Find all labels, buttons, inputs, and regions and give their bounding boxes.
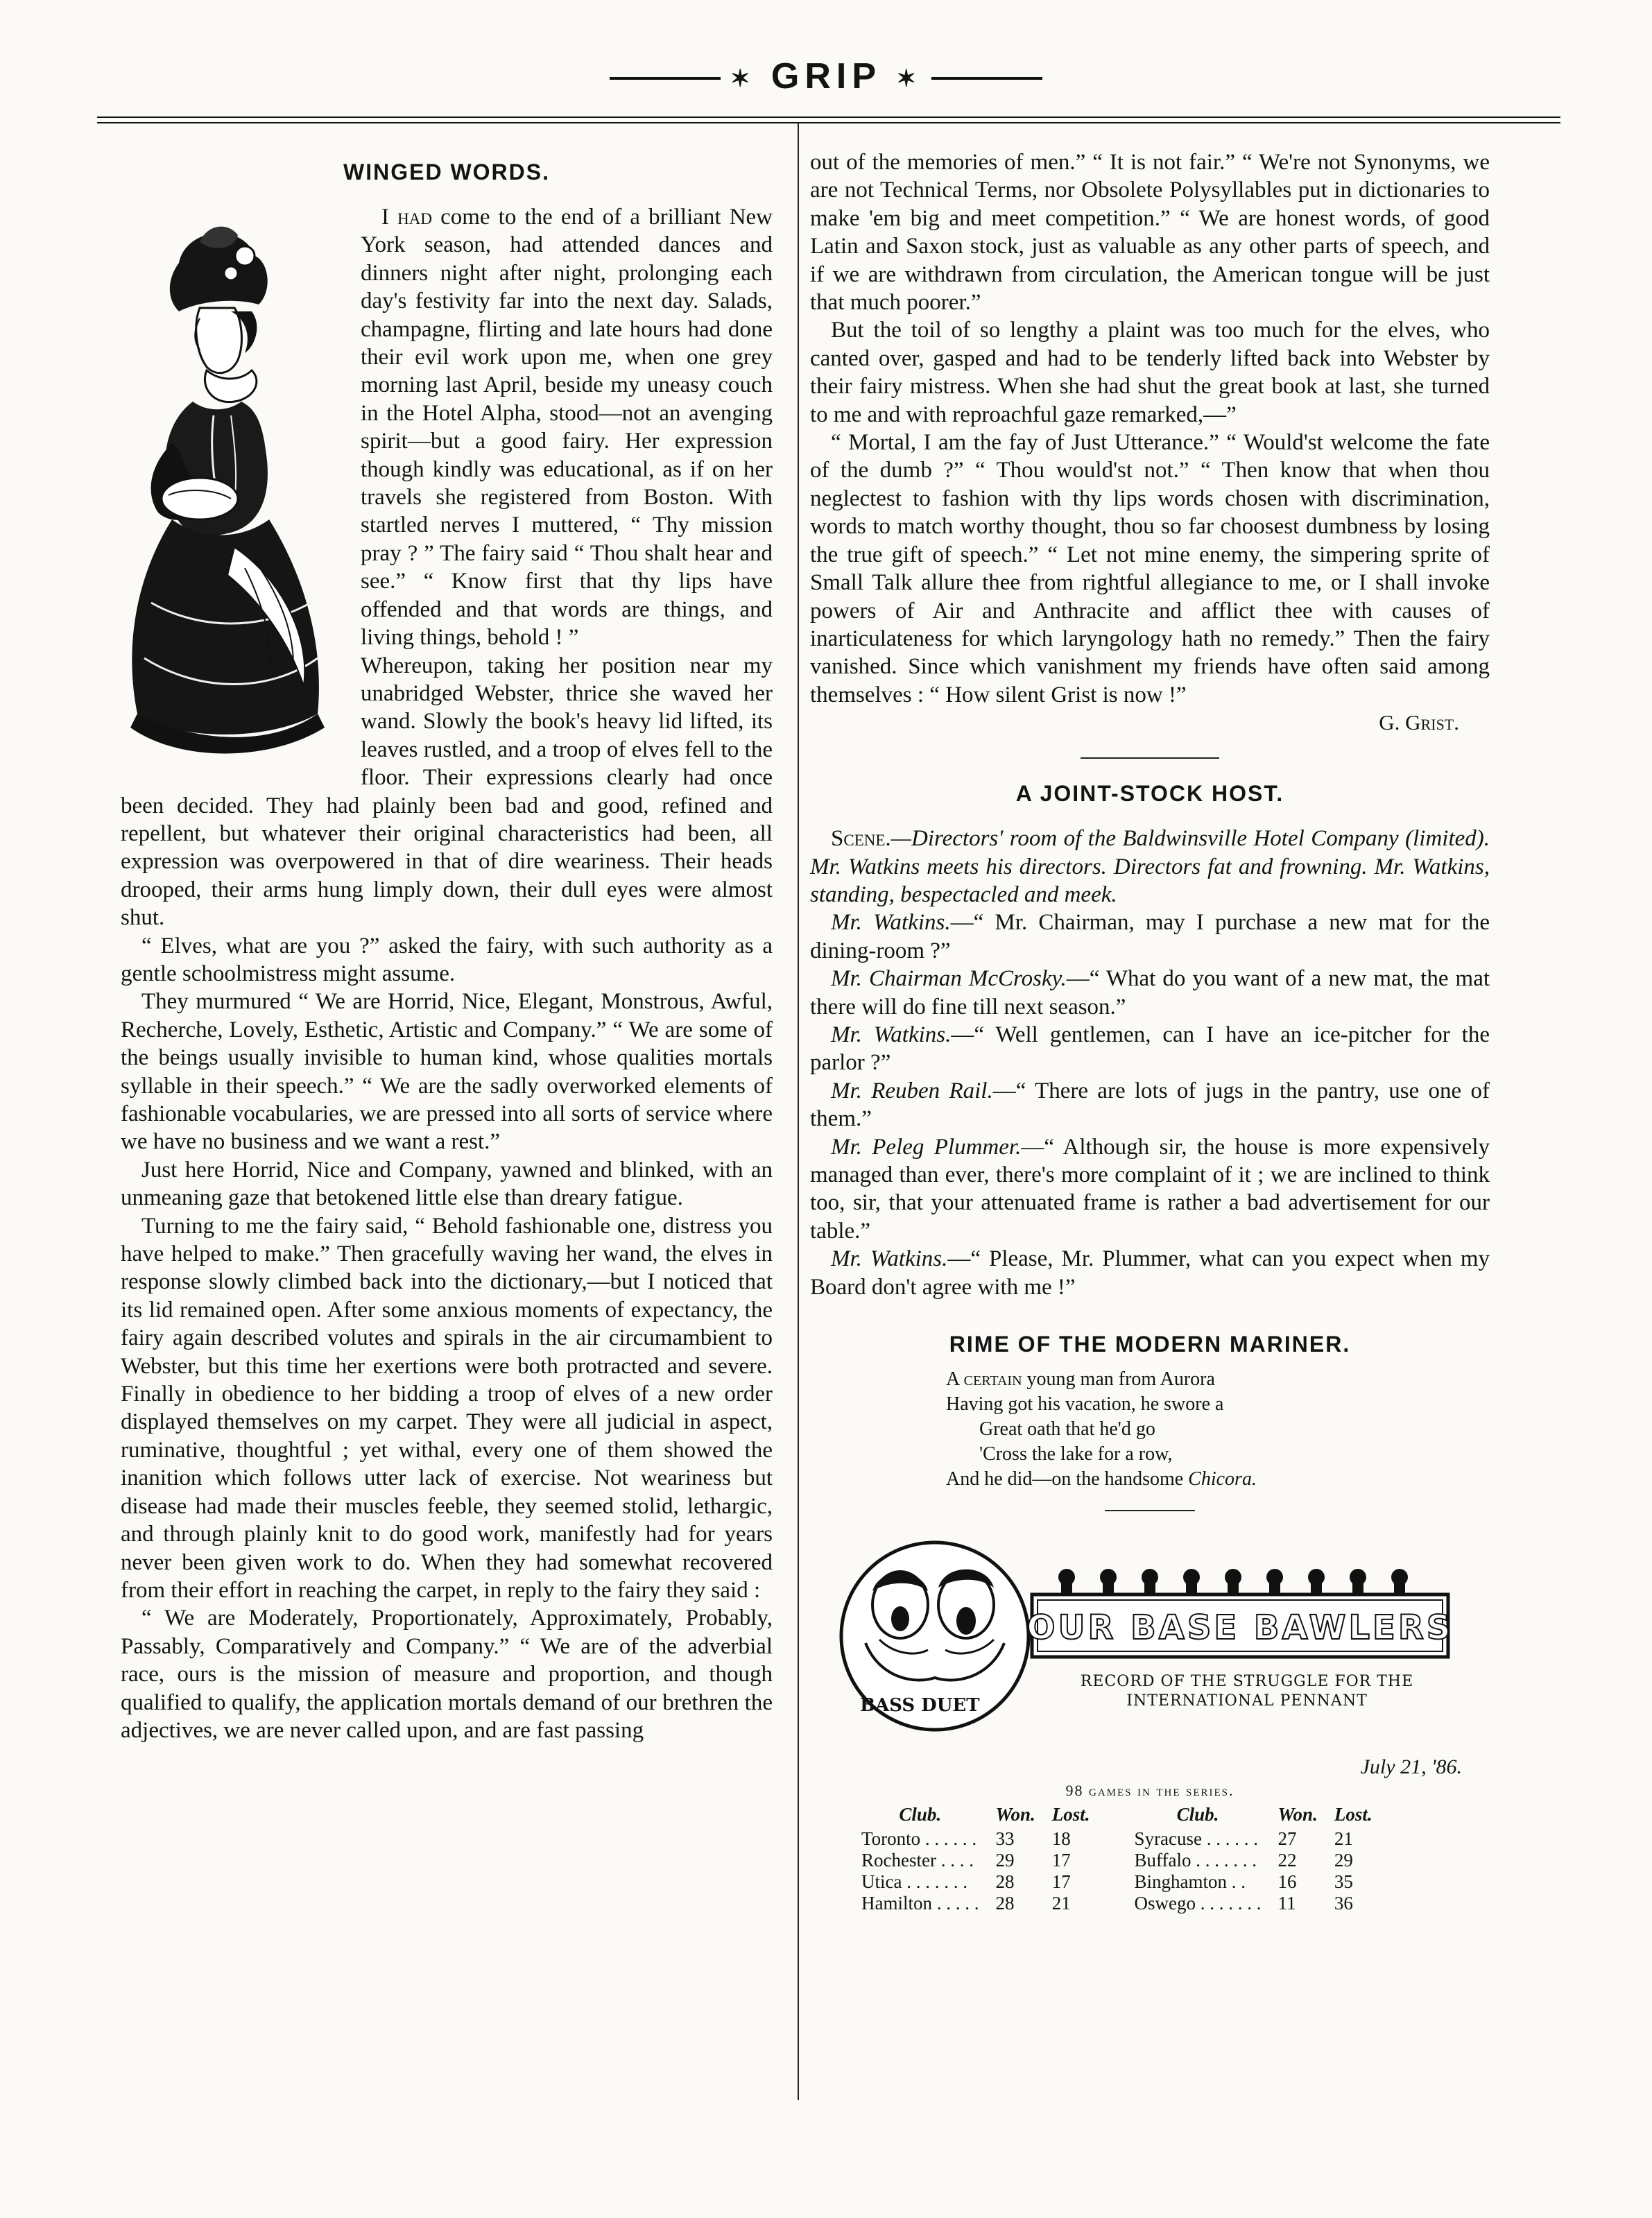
poem-line	[946, 1467, 1490, 1492]
poem-line	[946, 1367, 1490, 1392]
dialogue-line	[810, 965, 1490, 1021]
header-club: Club.	[899, 1804, 942, 1825]
table-row	[1126, 1871, 1381, 1893]
cell-club: Syracuse . . . . . .	[1134, 1828, 1259, 1850]
poem-line: Great oath that he'd go	[979, 1418, 1155, 1441]
lady-engraving-icon	[96, 214, 345, 769]
series-caption: 98 games in the series.	[1065, 1782, 1234, 1800]
poem-lead: A certain	[946, 1368, 1022, 1391]
cell-lost: 35	[1334, 1871, 1353, 1893]
dialogue-text: —“ Although sir, the house is more expensively managed than ever, there's more complaint of it ; we are inclined to think too, sir, that your attenuated frame is rather a bad advertisement for our table.”	[810, 1134, 1490, 1244]
winged-paragraph-3: “ Elves, what are you ?” asked the fairy, with such authority as a gentle schoolmistress might assume.	[121, 933, 773, 986]
poem-line: 'Cross the lake for a row,	[979, 1443, 1173, 1465]
dialogue-line	[810, 1133, 1490, 1246]
dialogue-line	[810, 1245, 1490, 1301]
winged-paragraph-1-text: come to the end of a brilliant New York season, had attended dances and dinners night after night, prolonging each day's festivity far into the next day. Salads, champagne, flirting and late hours had done their evil work upon me, when one grey morning last April, beside my uneasy couch in the Hotel Alpha, stood—not an avenging spirit—but a good fairy. Her expression though kindly was educational, as if on her travels she registered from Boston. With startled nerves I muttered, “ Thy mission pray ? ” The fairy said “ Thou shalt hear and see.” “ Know first that thy lips have offended and that words are things, and living things, behold ! ”	[361, 205, 773, 651]
poem-line-text: young man from Aurora	[1026, 1368, 1215, 1391]
winged-words-headline: WINGED WORDS.	[343, 160, 550, 184]
cell-club: Oswego . . . . . . .	[1134, 1893, 1262, 1914]
header-club: Club.	[1176, 1804, 1219, 1825]
winged-paragraph-8: out of the memories of men.” “ It is not fair.” “ We're not Synonyms, we are not Technical Terms, nor Obsolete Polysyllables put in dictionaries to make 'em big and meet competition.” “ We are honest words, of good Latin and Saxon stock, just as valuable as any other parts of speech, and if we are withdrawn from circulation, the American tongue will be just that much poorer.”	[810, 150, 1490, 316]
poem-line: Having got his vacation, he swore a	[946, 1393, 1224, 1416]
cell-club: Binghamton . .	[1134, 1871, 1246, 1893]
masthead	[0, 55, 1652, 97]
speaker-name: Mr. Reuben Rail.	[831, 1078, 993, 1103]
winged-paragraph-5: Just here Horrid, Nice and Company, yawned and blinked, with an unmeaning gaze that betokened little else than dreary fatigue.	[121, 1157, 773, 1211]
header-lost: Lost.	[1334, 1804, 1373, 1825]
masthead-rule-right	[931, 77, 1042, 80]
cell-won: 28	[995, 1871, 1015, 1893]
winged-paragraph-4: They murmured “ We are Horrid, Nice, Elegant, Monstrous, Awful, Recherche, Lovely, Esthetic, Artistic and Company.” “ We are some of the beings usually invisible to human kind, whose qualities mortals syllable in their speech.” “ We are the sadly overworked elements of fashionable vocabularies, we are pressed into all sorts of service where we have no business and we want a rest.”	[121, 989, 773, 1155]
dialogue-text: —“ Please, Mr. Plummer, what can you expect when my Board don't agree with me !”	[810, 1246, 1490, 1300]
cell-club: Rochester . . . .	[861, 1850, 974, 1871]
signature: G. Grist.	[1379, 710, 1459, 735]
table-row	[1126, 1850, 1381, 1871]
standings-tables	[853, 1804, 1490, 1914]
right-column	[810, 148, 1490, 1914]
dialogue-line	[810, 909, 1490, 965]
standings-date: July 21, '86.	[1360, 1755, 1462, 1779]
ship-name: Chicora.	[1188, 1468, 1257, 1490]
cell-won: 11	[1277, 1893, 1296, 1914]
speaker-name: Mr. Chairman McCrosky.	[831, 966, 1067, 992]
header-won: Won.	[995, 1804, 1035, 1825]
table-row	[853, 1850, 1099, 1871]
speaker-name: Mr. Watkins.	[831, 1022, 952, 1047]
duet-label: BASS DUET	[860, 1695, 980, 1717]
winged-paragraph-2: Whereupon, taking her position near my unabridged Webster, thrice she waved her wand. Slowly the book's heavy lid lifted, its leaves rustled, and a troop of elves fell to the floor. Their expressions clearly had once been decided. They had plainly been bad and good, refined and repellent, but whatever their original characteristics had been, all expression was overpowered in that of dire weariness. Their heads drooped, their arms hung limply down, their dull eyes were almost shut.	[121, 653, 773, 931]
standings-table-left	[853, 1804, 1099, 1914]
dialogue-list	[810, 909, 1490, 1301]
star-icon: ✶	[730, 65, 756, 92]
cell-won: 27	[1277, 1828, 1297, 1850]
table-row	[853, 1893, 1099, 1914]
table-row	[1126, 1828, 1381, 1850]
cell-club: Buffalo . . . . . . .	[1134, 1850, 1257, 1871]
cell-won: 29	[995, 1850, 1015, 1871]
header-double-rule	[97, 117, 1560, 123]
cell-club: Utica . . . . . . .	[861, 1871, 967, 1893]
rime-poem	[946, 1367, 1490, 1492]
cell-won: 28	[995, 1893, 1015, 1914]
speaker-name: Mr. Watkins.	[831, 910, 951, 936]
scene-text: —Directors' room of the Baldwinsville Hotel Company (limited). Mr. Watkins meets his directors. Directors fat and frowning. Mr. Watkins, standing, bespectacled and meek.	[810, 826, 1490, 907]
record-line-2: INTERNATIONAL PENNANT	[1126, 1692, 1368, 1710]
table-row	[853, 1828, 1099, 1850]
speaker-name: Mr. Peleg Plummer.	[831, 1134, 1022, 1160]
standings-table-right	[1126, 1804, 1381, 1914]
cell-lost: 29	[1334, 1850, 1353, 1871]
table-row	[1126, 1893, 1381, 1914]
fairy-illustration	[96, 214, 345, 769]
section-separator	[1081, 757, 1219, 759]
winged-paragraph-10: “ Mortal, I am the fay of Just Utterance.” “ Would'st welcome the fate of the dumb ?” “ Thou would'st not.” “ Then know that when thou neglectest to fashion with thy lips words chosen with discrimination, words to match worthy thought, thou so far choosest dumbness by losing the true gift of speech.” “ Let not mine enemy, the simpering sprite of Small Talk allure thee from rightful allegiance to me, or I shall invoke powers of Air and Anthracite and afflict thee with causes of inarticulateness for which laryngology hath no remedy.” Then the fairy vanished. Since which vanishment my friends have often said among themselves : “ How silent Grist is now !”	[810, 430, 1490, 707]
base-bawlers-banner	[824, 1539, 1462, 1740]
dropcap-lead: I had	[381, 205, 432, 230]
cell-lost: 21	[1051, 1893, 1071, 1914]
speaker-name: Mr. Watkins.	[831, 1246, 948, 1272]
star-icon: ✶	[896, 65, 922, 92]
dialogue-text: —“ Well gentlemen, can I have an ice-pitcher for the parlor ?”	[810, 1022, 1490, 1076]
dialogue-text: —“ There are lots of jugs in the pantry, use one of them.”	[810, 1078, 1490, 1132]
masthead-title: GRIP	[771, 56, 881, 96]
singers-banner-icon	[824, 1539, 1462, 1740]
dialogue-text: —“ Mr. Chairman, may I purchase a new mat for the dining-room ?”	[810, 910, 1490, 963]
cell-lost: 17	[1051, 1850, 1071, 1871]
dialogue-line	[810, 1077, 1490, 1133]
masthead-rule-left	[610, 77, 721, 80]
cell-lost: 36	[1334, 1893, 1353, 1914]
winged-paragraph-6: Turning to me the fairy said, “ Behold fashionable one, distress you have helped to make.” Then gracefully waving her wand, the elves in response slowly climbed back into the dictionary,—but I noticed that its lid remained open. After some anxious moments of expectancy, the fairy again described volutes and spirals in the air circumambient to Webster, but this time her exertions were both protracted and severe. Finally in obedience to her bidding a troop of elves of a new order displayed themselves on my carpet. They were all judicial in aspect, ruminative, thoughtful ; yet withal, every one of them showed the inanition which follows utter lack of exercise. Not weariness but disease had made their muscles feeble, they seemed stolid, lethargic, and through plainly knit to do good work, manifestly had for years never been given work to do. When they had somewhat recovered from their effort in reaching the carpet, in reply to the fairy they said :	[121, 1213, 773, 1603]
dialogue-line	[810, 1021, 1490, 1077]
header-lost: Lost.	[1051, 1804, 1090, 1825]
joint-stock-headline: A JOINT-STOCK HOST.	[1015, 781, 1284, 807]
column-divider	[798, 123, 799, 2100]
table-row	[853, 1871, 1099, 1893]
scene-paragraph	[810, 825, 1490, 909]
cell-won: 22	[1277, 1850, 1297, 1871]
cell-won: 16	[1277, 1871, 1297, 1893]
section-separator	[1105, 1510, 1195, 1511]
winged-paragraph-7: “ We are Moderately, Proportionately, Approximately, Probably, Passably, Comparatively and Company.” “ We are of the adverbial race, ours is the mission of measure and proportion, and though qualified to qualify, the application mortals demand of our brethren the adjectives, we are never called upon, and are fast passing	[121, 1606, 773, 1743]
cell-club: Hamilton . . . . .	[861, 1893, 979, 1914]
record-line-1: RECORD OF THE STRUGGLE FOR THE	[1080, 1673, 1414, 1691]
cell-club: Toronto . . . . . .	[861, 1828, 977, 1850]
rime-headline: RIME OF THE MODERN MARINER.	[949, 1332, 1351, 1357]
cell-lost: 17	[1051, 1871, 1071, 1893]
cell-lost: 18	[1051, 1828, 1071, 1850]
winged-paragraph-9: But the toil of so lengthy a plaint was too much for the elves, who canted over, gasped and had to be tenderly lifted back into Webster by their fairy mistress. When she had shut the great book at last, she turned to me and with reproachful gaze remarked,—”	[810, 318, 1490, 427]
header-won: Won.	[1277, 1804, 1318, 1825]
left-column	[121, 160, 773, 1744]
cell-won: 33	[995, 1828, 1015, 1850]
cell-lost: 21	[1334, 1828, 1353, 1850]
scene-label: Scene.	[831, 826, 891, 852]
dialogue-text: —“ What do you want of a new mat, the mat there will do fine till next season.”	[810, 966, 1490, 1020]
banner-title: OUR BASE BAWLERS	[1026, 1608, 1454, 1648]
poem-line-text: And he did—on the handsome	[946, 1468, 1184, 1490]
